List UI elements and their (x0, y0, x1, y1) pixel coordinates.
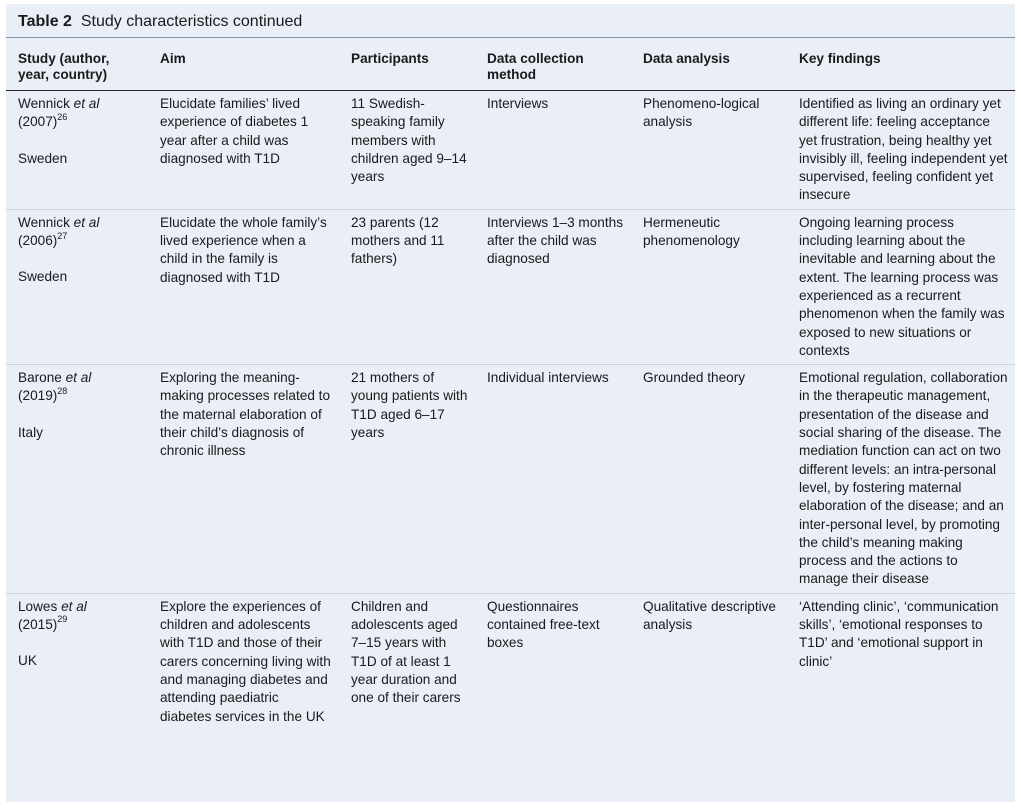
study-ref: 28 (57, 385, 68, 396)
study-country: Italy (18, 424, 43, 440)
participants-cell: 11 Swedish-speaking family members with children aged 9–14 years (339, 91, 475, 210)
participants-cell: 21 mothers of young patients with T1D aged 6–17 years (339, 365, 475, 594)
study-year: (2015) (18, 617, 58, 633)
study-country: Sweden (18, 269, 68, 285)
method-cell: Interviews (475, 91, 631, 210)
study-cell (6, 209, 148, 364)
study-author: Barone (18, 370, 62, 386)
table-container (6, 4, 1015, 802)
study-author: Wennick (18, 214, 70, 230)
study-cell (6, 365, 148, 594)
study-cell (6, 91, 148, 210)
table-row (6, 593, 1015, 730)
study-cell (6, 593, 148, 730)
study-etal: et al (61, 598, 87, 614)
findings-cell: ‘Attending clinic’, ‘communication skills’, ‘emotional responses to T1D’ and ‘emotional support in clinic’ (799, 598, 999, 669)
study-author: Lowes (18, 598, 58, 614)
study-etal: et al (73, 96, 100, 111)
findings-cell: Identified as living an ordinary yet different life: feeling acceptance yet frustration, being healthy yet invisibly ill, feeling independent yet supervised, feeling confident yet insecure (787, 91, 1015, 210)
aim-cell: Explore the experiences of children and adolescents with T1D and those of their carers concerning living with and managing diabetes and attending paediatric diabetes services in the UK (160, 598, 331, 724)
study-country: UK (18, 653, 37, 669)
aim-cell: Elucidate families’ lived experience of diabetes 1 year after a child was diagnosed with T1D (148, 91, 339, 210)
aim-cell: Exploring the meaning-making processes related to the maternal elaboration of their child’s diagnosis of chronic illness (148, 365, 339, 594)
study-year: (2007) (18, 114, 58, 130)
participants-cell: Children and adolescents aged 7–15 years with T1D of at least 1 year duration and one of their carers (351, 598, 461, 706)
table-label: Table 2 (18, 13, 72, 30)
method-cell: Individual interviews (475, 365, 631, 594)
table-row (6, 91, 1015, 210)
header-participants: Participants (339, 38, 475, 91)
participants-cell: 23 parents (12 mothers and 11 fathers) (339, 209, 475, 364)
study-ref: 26 (57, 111, 68, 122)
study-characteristics-table (6, 38, 1015, 730)
method-cell: Questionnaires contained free-text boxes (487, 598, 600, 651)
aim-cell: Elucidate the whole family’s lived experience when a child in the family is diagnosed with T1D (148, 209, 339, 364)
analysis-cell: Qualitative descriptive analysis (643, 598, 776, 633)
study-etal: et al (73, 214, 100, 230)
analysis-cell: Grounded theory (631, 365, 787, 594)
study-author: Wennick (18, 96, 70, 111)
study-year: (2019) (18, 388, 58, 404)
findings-cell: Emotional regulation, collaboration in the therapeutic management, presentation of the disease and social sharing of the disease. The mediation function can act on two different levels: an intra-personal level, by fostering maternal elaboration of the disease; and an inter-personal level, by promoting the child’s meaning making process and the actions to manage their disease (787, 365, 1015, 594)
table-caption (6, 4, 1015, 38)
study-year: (2006) (18, 233, 58, 249)
table-title: Study characteristics continued (80, 13, 303, 30)
header-study: Study (author, year, country) (6, 38, 148, 91)
findings-cell: Ongoing learning process including learning about the inevitable and learning about the extent. The learning process was experienced as a recurrent phenomenon when the family was exposed to new situations or contexts (787, 209, 1015, 364)
analysis-cell: Hermeneutic phenomenology (631, 209, 787, 364)
method-cell: Interviews 1–3 months after the child was diagnosed (475, 209, 631, 364)
header-data-collection: Data collection method (475, 38, 631, 91)
header-row (6, 38, 1015, 91)
header-aim: Aim (148, 38, 339, 91)
header-key-findings: Key findings (787, 38, 1015, 91)
study-etal: et al (65, 370, 92, 386)
analysis-cell: Phenomeno-logical analysis (631, 91, 787, 210)
table-row (6, 209, 1015, 364)
study-ref: 29 (57, 614, 68, 625)
header-data-analysis: Data analysis (631, 38, 787, 91)
table-row (6, 365, 1015, 594)
study-country: Sweden (18, 150, 68, 166)
study-ref: 27 (57, 230, 68, 241)
